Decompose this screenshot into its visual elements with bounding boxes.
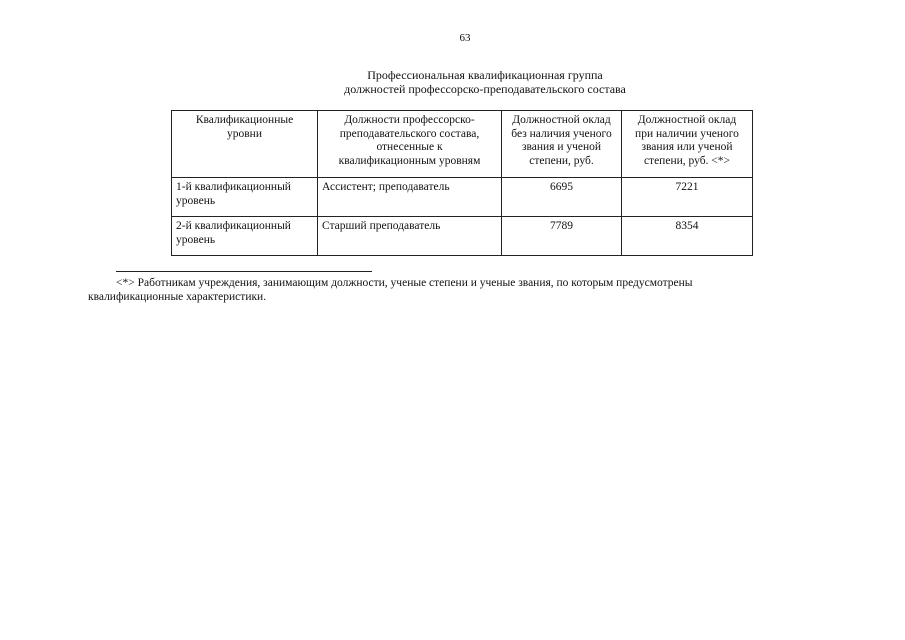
header-text-line: звания или ученой — [641, 141, 733, 153]
salary-without-degree-cell: 7789 — [502, 217, 622, 256]
header-positions — [318, 111, 502, 178]
footnote: <*> Работникам учреждения, занимающим должности, ученые степени и ученые звания, по которым предусмотрены квалификационные характеристики. — [88, 277, 693, 303]
header-text-line: отнесенные к — [376, 141, 443, 153]
level-text-line: уровень — [176, 233, 216, 246]
page-title — [0, 68, 905, 96]
salary-with-degree-cell: 8354 — [622, 217, 753, 256]
table-row — [172, 178, 753, 217]
header-text-line: Должностной оклад — [637, 114, 737, 126]
header-text-line: уровни — [227, 127, 262, 140]
header-qualification-levels — [172, 111, 318, 178]
header-text-line: Должностной оклад — [512, 114, 611, 126]
position-cell: Ассистент; преподаватель — [318, 178, 502, 217]
header-text-line: звания и ученой — [521, 141, 602, 153]
level-text-line: 2-й квалификационный — [176, 220, 291, 232]
header-text-line: квалификационным уровням — [338, 154, 481, 167]
header-salary-with-degree — [622, 111, 753, 178]
header-text-line: Квалификационные — [195, 114, 294, 126]
table-header-row — [172, 111, 753, 178]
header-text-line: без наличия ученого — [511, 127, 612, 140]
header-salary-without-degree — [502, 111, 622, 178]
level-cell — [172, 178, 318, 217]
level-text-line: 1-й квалификационный — [176, 181, 291, 193]
qualification-table — [171, 110, 753, 256]
page-number: 63 — [459, 32, 471, 44]
header-text-line: преподавательского состава, — [339, 127, 480, 140]
position-cell: Старший преподаватель — [318, 217, 502, 256]
header-text-line: при наличии ученого — [635, 127, 739, 140]
table-row — [172, 217, 753, 256]
title-line-1: Профессиональная квалификационная группа — [367, 68, 603, 82]
footnote-divider — [116, 271, 372, 272]
title-line-2: должностей профессорско-преподавательского состава — [344, 82, 626, 96]
salary-with-degree-cell: 7221 — [622, 178, 753, 217]
header-text-line: Должности профессорско- — [344, 114, 475, 126]
level-cell — [172, 217, 318, 256]
level-text-line: уровень — [176, 194, 216, 207]
header-text-line: степени, руб. — [529, 154, 594, 167]
salary-without-degree-cell: 6695 — [502, 178, 622, 217]
header-text-line: степени, руб. <*> — [643, 154, 731, 167]
